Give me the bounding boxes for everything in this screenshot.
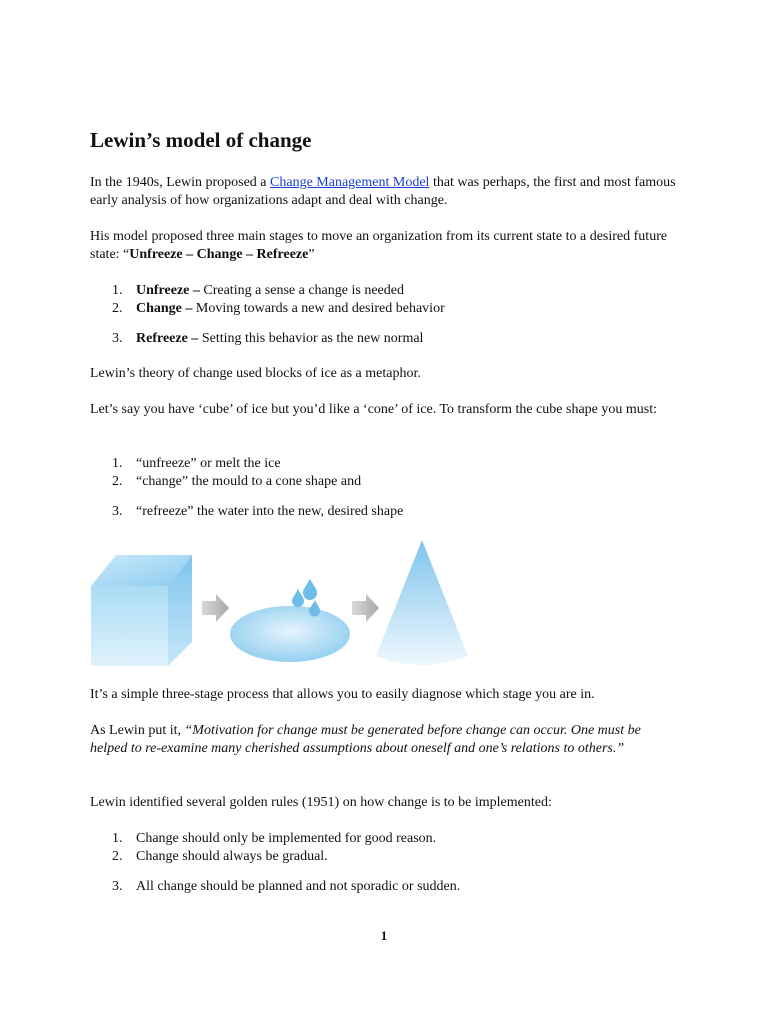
list-item xyxy=(90,830,460,848)
list-item xyxy=(90,455,403,473)
list-item xyxy=(90,300,445,318)
list-number: 1. xyxy=(112,831,123,846)
stage-term: Refreeze – xyxy=(136,331,199,346)
stage-term: Change – xyxy=(136,301,193,316)
list-number: 2. xyxy=(112,849,123,864)
list-text: Change should only be implemented for good reason. xyxy=(136,831,437,846)
list-text: Change should always be gradual. xyxy=(136,849,328,864)
simple-paragraph: It’s a simple three-stage process that allows you to easily diagnose which stage you are in. xyxy=(90,687,595,702)
list-text: “change” the mould to a cone shape and xyxy=(136,474,362,489)
stage-description: Moving towards a new and desired behavior xyxy=(192,301,445,316)
intro-paragraph xyxy=(90,174,680,210)
list-number: 3. xyxy=(112,879,123,894)
ice-cube-icon xyxy=(91,555,192,666)
list-number: 2. xyxy=(112,301,123,316)
ice-cone-icon xyxy=(376,540,468,665)
steps-list xyxy=(90,455,403,521)
list-number: 2. xyxy=(112,474,123,489)
list-item xyxy=(90,282,445,300)
list-number: 3. xyxy=(112,504,123,519)
cube-paragraph: Let’s say you have ‘cube’ of ice but you’d like a ‘cone’ of ice. To transform the cube shape you must: xyxy=(90,402,657,417)
stage-description: Creating a sense a change is needed xyxy=(199,283,404,298)
stages-text-after: ” xyxy=(308,247,315,262)
ice-transformation-illustration xyxy=(88,536,472,672)
change-management-model-link[interactable]: Change Management Model xyxy=(270,175,430,190)
list-item xyxy=(90,848,460,866)
list-text: “unfreeze” or melt the ice xyxy=(136,456,281,471)
stages-paragraph xyxy=(90,228,680,264)
intro-text-before: In the 1940s, Lewin proposed a xyxy=(90,175,271,190)
list-item xyxy=(90,503,403,521)
quote-paragraph xyxy=(90,722,680,758)
stage-description: Setting this behavior as the new normal xyxy=(198,331,424,346)
quote-lead: As Lewin put it, xyxy=(90,723,185,738)
rules-paragraph: Lewin identified several golden rules (1951) on how change is to be implemented: xyxy=(90,795,552,810)
list-text: “refreeze” the water into the new, desired shape xyxy=(136,504,404,519)
stage-term: Unfreeze – xyxy=(136,283,200,298)
stages-list xyxy=(90,282,445,348)
list-number: 3. xyxy=(112,331,123,346)
rules-list xyxy=(90,830,460,896)
metaphor-paragraph: Lewin’s theory of change used blocks of ice as a metaphor. xyxy=(90,366,421,381)
list-item xyxy=(90,878,460,896)
stages-text-before: His model proposed three main stages to move an organization from its current state to a desired future state: “ xyxy=(90,229,668,262)
right-arrow-icon xyxy=(202,594,229,622)
page-title: Lewin’s model of change xyxy=(90,128,312,152)
stages-summary: Unfreeze – Change – Refreeze xyxy=(129,247,309,262)
lewin-quote: “Motivation for change must be generated before change can occur. One must be helped to re-examine many cherished assumptions about oneself and one’s relations to others.” xyxy=(90,723,641,756)
list-item xyxy=(90,330,445,348)
list-item xyxy=(90,473,403,491)
list-number: 1. xyxy=(112,283,123,298)
water-puddle-icon xyxy=(230,579,350,662)
right-arrow-icon xyxy=(352,594,379,622)
intro-text-after: that was perhaps, the first and most famous early analysis of how organizations adapt and deal with change. xyxy=(90,175,676,208)
page-number: 1 xyxy=(380,928,388,943)
list-text: All change should be planned and not sporadic or sudden. xyxy=(136,879,461,894)
list-number: 1. xyxy=(112,456,123,471)
